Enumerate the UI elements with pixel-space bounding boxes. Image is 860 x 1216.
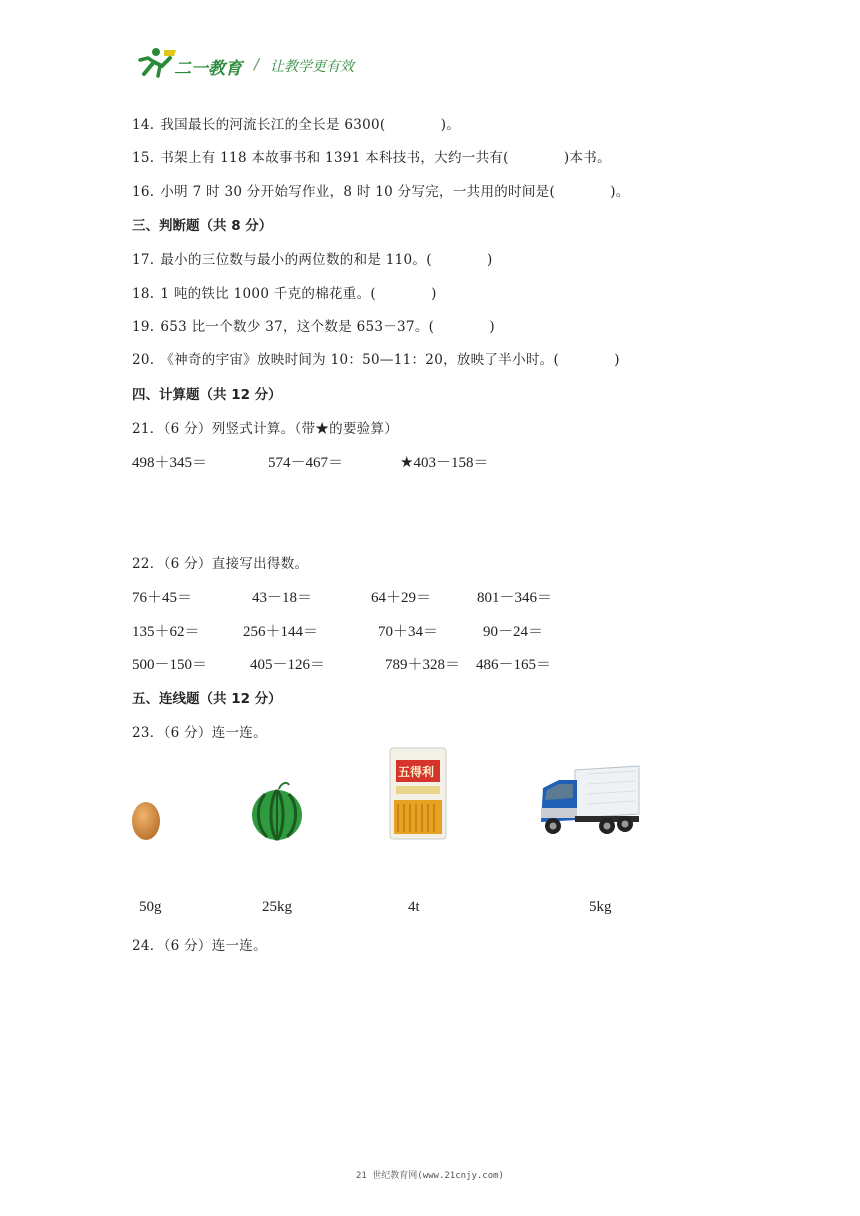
calc-item: 486－165＝	[476, 657, 552, 673]
question-20: 20. 《神奇的宇宙》放映时间为 10：50—11：20，放映了半小时。( )	[132, 352, 620, 368]
calc-item: 64＋29＝	[371, 590, 432, 606]
weight-label: 4t	[408, 899, 420, 915]
question-17: 17. 最小的三位数与最小的两位数的和是 110。( )	[132, 252, 493, 268]
question-16: 16. 小明 7 时 30 分开始写作业，8 时 10 分写完，一共用的时间是( )。	[132, 184, 630, 200]
header-slash: /	[254, 55, 260, 73]
egg-icon	[130, 800, 162, 842]
calc-item: 70＋34＝	[378, 624, 439, 640]
calc-item: 498＋345＝	[132, 455, 208, 471]
flour-bag-icon	[388, 746, 448, 841]
calc-item: 76＋45＝	[132, 590, 193, 606]
runner-logo-icon	[134, 46, 178, 80]
calc-item: 405－126＝	[250, 657, 326, 673]
calc-item: 789＋328＝	[385, 657, 461, 673]
weight-label: 50g	[139, 899, 162, 915]
section-4-title: 四、计算题（共 12 分）	[132, 387, 282, 403]
calc-item: 574－467＝	[268, 455, 344, 471]
flour-bag-label: 五得利	[398, 765, 435, 779]
calc-item: 256＋144＝	[243, 624, 319, 640]
question-23: 23．（6 分）连一连。	[132, 725, 267, 741]
question-22: 22．（6 分）直接写出得数。	[132, 556, 309, 572]
section-3-title: 三、判断题（共 8 分）	[132, 218, 273, 234]
watermelon-icon	[249, 779, 305, 841]
question-19: 19. 653 比一个数少 37，这个数是 653－37。( )	[132, 319, 495, 335]
header-logo	[134, 46, 374, 82]
logo-text: 二一教育	[174, 59, 242, 79]
calc-item: ★403－158＝	[400, 455, 489, 471]
weight-label: 5kg	[589, 899, 612, 915]
flour-bag-image	[388, 746, 448, 841]
weight-label: 25kg	[262, 899, 292, 915]
calc-item: 500－150＝	[132, 657, 208, 673]
question-21: 21．（6 分）列竖式计算。（带★的要验算）	[132, 421, 399, 437]
question-14: 14. 我国最长的河流长江的全长是 6300( )。	[132, 117, 461, 133]
header-slogan: 让教学更有效	[270, 59, 354, 75]
section-5-title: 五、连线题（共 12 分）	[132, 691, 282, 707]
question-18: 18. 1 吨的铁比 1000 千克的棉花重。( )	[132, 286, 437, 302]
truck-icon	[535, 764, 643, 838]
calc-item: 135＋62＝	[132, 624, 200, 640]
calc-item: 801－346＝	[477, 590, 553, 606]
question-15: 15. 书架上有 118 本故事书和 1391 本科技书，大约一共有( )本书。	[132, 150, 611, 166]
calc-item: 43－18＝	[252, 590, 313, 606]
calc-item: 90－24＝	[483, 624, 544, 640]
question-24: 24．（6 分）连一连。	[132, 938, 267, 954]
footer-text: 21 世纪教育网(www.21cnjy.com)	[356, 1171, 504, 1181]
